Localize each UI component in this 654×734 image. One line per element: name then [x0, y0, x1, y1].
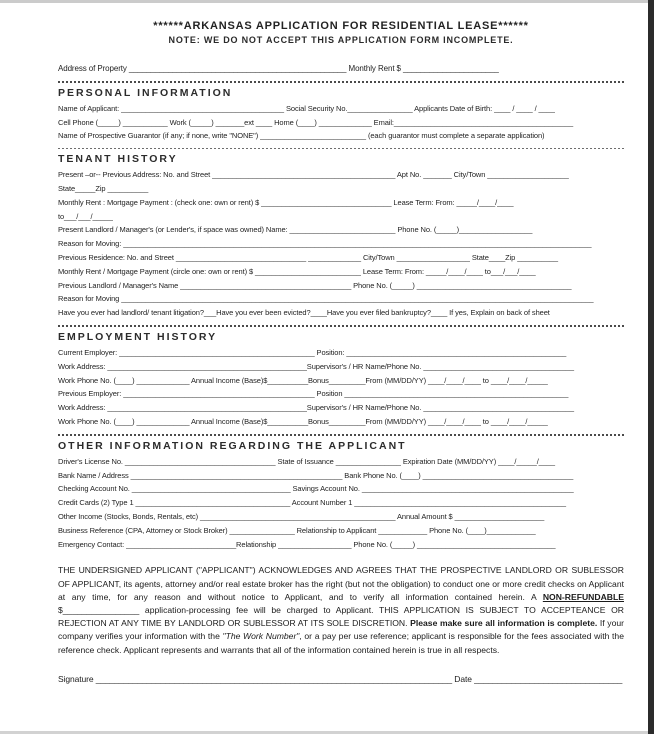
section-separator	[58, 434, 624, 436]
page-edge-right	[648, 0, 654, 734]
tenant-history-row-4: to___/___/_____	[58, 211, 113, 221]
employment-history-row-4: Previous Employer: _______________________________________________ Position _______________________________________________________	[58, 389, 569, 399]
employment-history-row-6: Work Phone No. (____) _____________ Annual Income (Base)$__________Bonus_________From (MM/DD/YY) ____/____/____ to ____/____/_____	[58, 416, 548, 426]
address-of-property-row: Address of Property __________________________________________________ Monthly Rent $ ______________________	[58, 64, 499, 73]
employment-history-row-1: Current Employer: ________________________________________________ Position: ______________________________________________________	[58, 347, 567, 357]
personal-information-row-1: Name of Applicant: ________________________________________ Social Security No.________________ Applicants Date of Birth: ____ / ____ / ____	[58, 103, 555, 113]
legal-disclosure-paragraph	[58, 564, 624, 656]
form-title: ******ARKANSAS APPLICATION FOR RESIDENTIAL LEASE******	[153, 20, 529, 32]
legal-text-segment: , or a pay per use reference; applicant is responsible for the fees associated with the reference check. Applicant represents and warrants that all of the information contained herein is true in all respects.	[58, 631, 624, 655]
tenant-history-row-5: Present Landlord / Manager's (or Lender's, if space was owned) Name: __________________________ Phone No. (_____)__________________	[58, 225, 533, 235]
personal-information-row-2: Cell Phone (_____) ___________ Work (_____) _______ext ____ Home (____) _____________ Email:____________________________________________	[58, 117, 574, 127]
other-information-row-6: Business Reference (CPA, Attorney or Stock Broker) ________________ Relationship to Applicant ____________ Phone No. (____)____________	[58, 525, 536, 535]
other-information-row-3: Checking Account No. _______________________________________ Savings Account No. ____________________________________________________	[58, 484, 574, 494]
personal-information-row-3: Name of Prospective Guarantor (if any; if none, write "NONE") __________________________ (each guarantor must complete a separate application)	[58, 131, 545, 141]
employment-history-row-2: Work Address: _________________________________________________Supervisor's / HR Name/Phone No. _____________________________________	[58, 361, 574, 371]
personal-information-heading: PERSONAL INFORMATION	[58, 86, 233, 99]
tenant-history-row-3: Monthly Rent : Mortgage Payment : (check one: own or rent) $ ________________________________ Lease Term: From: _____/____/____	[58, 197, 514, 207]
other-information-row-5: Other Income (Stocks, Bonds, Rentals, etc) ________________________________________________ Annual Amount $ ______________________	[58, 511, 545, 521]
tenant-history-row-2: State_____Zip __________	[58, 183, 149, 193]
page-edge-top	[0, 0, 654, 3]
employment-history-row-5: Work Address: _________________________________________________Supervisor's / HR Name/Phone No. _____________________________________	[58, 403, 574, 413]
legal-text-segment: Please make sure all information is complete.	[410, 618, 598, 629]
tenant-history-row-11: Have you ever had landlord/ tenant litigation?___Have you ever been evicted?____Have you ever filed bankruptcy?____ If yes, Explain on back of sheet	[58, 308, 550, 318]
legal-text-segment: If your company verifies your information with the	[58, 618, 624, 642]
tenant-history-row-9: Previous Landlord / Manager's Name __________________________________________ Phone No. (_____) ______________________________________	[58, 280, 572, 290]
section-separator	[58, 325, 624, 327]
tenant-history-row-7: Previous Residence: No. and Street ________________________________ _____________ City/Town __________________ State____Zip __________	[58, 252, 558, 262]
legal-text-segment: NON-REFUNDABLE	[542, 591, 624, 602]
other-information-row-2: Bank Name / Address ____________________________________________________ Bank Phone No. (____) _____________________________________	[58, 470, 574, 480]
signature-date-row: Signature _____________________________________________________________________________ Date ________________________________	[58, 673, 623, 684]
other-information-heading: OTHER INFORMATION REGARDING THE APPLICANT	[58, 439, 407, 452]
tenant-history-row-6: Reason for Moving: ___________________________________________________________________________________________________________________	[58, 239, 592, 249]
form-note: NOTE: WE DO NOT ACCEPT THIS APPLICATION FORM INCOMPLETE.	[168, 35, 514, 45]
other-information-row-7: Emergency Contact: ___________________________Relationship __________________ Phone No. (_____) __________________________________	[58, 539, 556, 549]
other-information-row-4: Credit Cards (2) Type 1 ______________________________________ Account Number 1 ____________________________________________________	[58, 498, 566, 508]
employment-history-row-3: Work Phone No. (____) _____________ Annual Income (Base)$__________Bonus_________From (MM/DD/YY) ____/____/____ to ____/____/_____	[58, 375, 548, 385]
section-separator	[58, 81, 624, 83]
form-content	[58, 20, 624, 684]
tenant-history-heading: TENANT HISTORY	[58, 153, 178, 166]
other-information-row-1: Driver's License No. _____________________________________ State of Issuance ________________ Expiration Date (MM/DD/YY) ____/_____/____	[58, 456, 555, 466]
form-sections	[58, 81, 624, 552]
legal-text-segment: "The Work Number"	[222, 631, 300, 642]
tenant-history-row-1: Present –or-- Previous Address: No. and Street _____________________________________________ Apt No. _______ City/Town ____________________	[58, 170, 569, 180]
section-separator	[58, 148, 624, 149]
tenant-history-row-8: Monthly Rent / Mortgage Payment (circle one: own or rent) $ __________________________ Lease Term: From: _____/____/____ to___/___/____	[58, 266, 536, 276]
legal-text-segment: $________________ application-processing fee will be charged to Applicant. THIS APPLICATION IS SUBJECT TO ACCEPTEANCE OR REJECTION AT ANY TIME BY LANDLORD OR SUBLESSOR AT ITS SOLE DISCRETION.	[58, 604, 624, 629]
legal-text-segment: THE UNDERSIGNED APPLICANT ("APPLICANT") ACKNOWLEDGES AND AGREES THAT THE PROSPECTIVE LANDLORD OR SUBLESSOR OF APPLICANT, its agents, attorney and/or real estate broker has the right (but not the obligation) to conduct one or more credit checks on Applicant at any time, for any reason and without notice to Applicant, and to verify all information contained herein. A	[58, 565, 624, 602]
tenant-history-row-10: Reason for Moving ____________________________________________________________________________________________________________________	[58, 294, 594, 304]
employment-history-heading: EMPLOYMENT HISTORY	[58, 330, 218, 343]
